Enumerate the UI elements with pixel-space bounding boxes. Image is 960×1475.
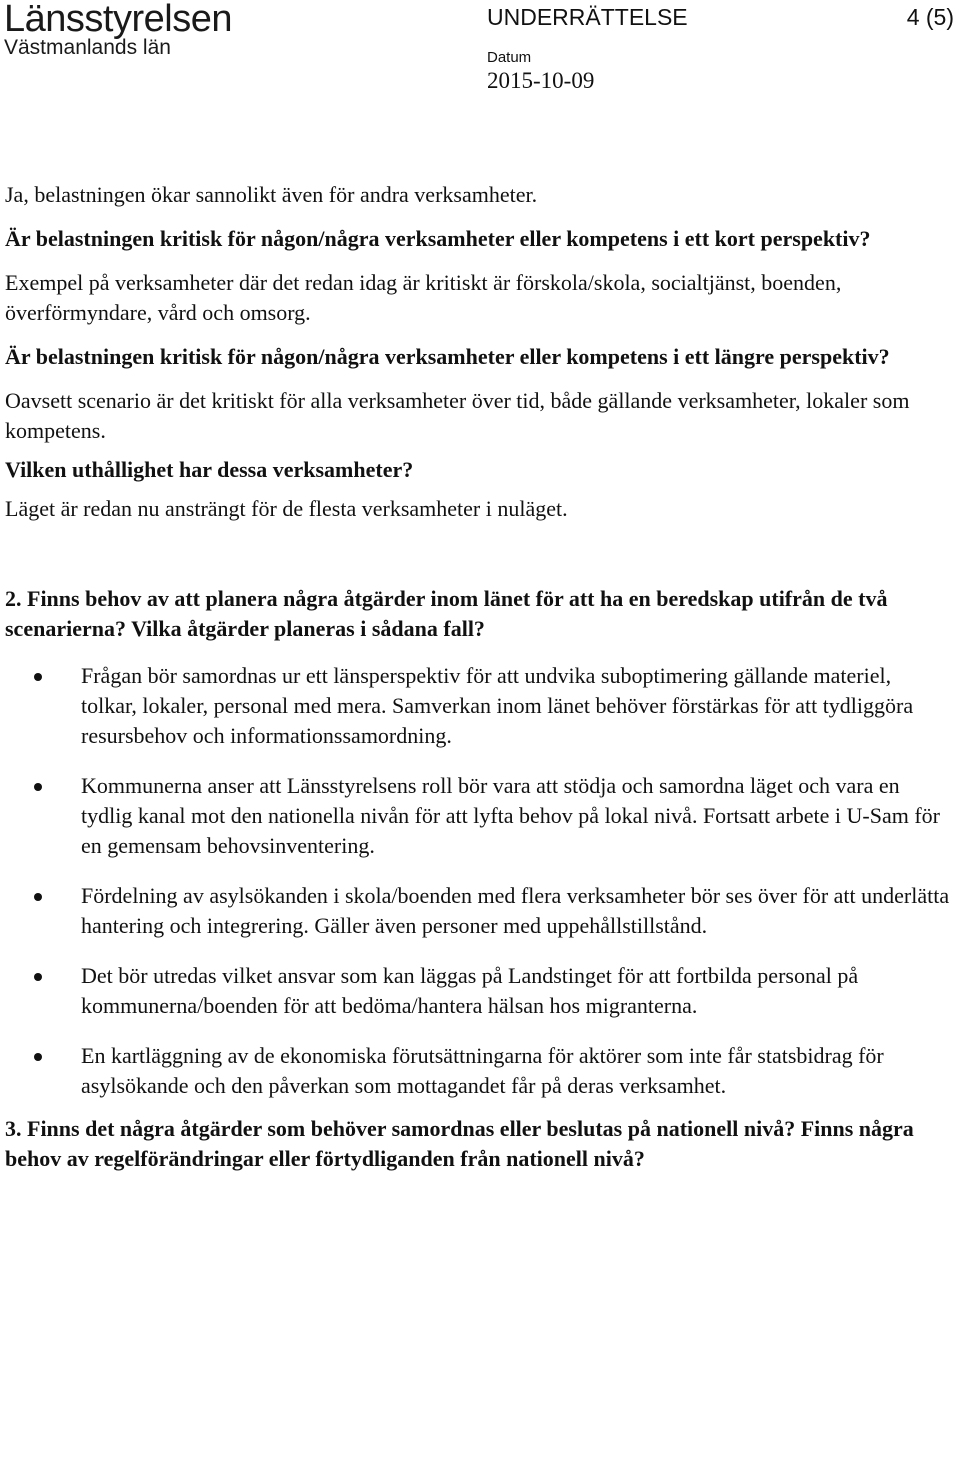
page-number: 4 (5) <box>906 4 954 30</box>
list-item-text: Frågan bör samordnas ur ett länsperspektiv för att undvika suboptimering gällande materiel, tolkar, lokaler, personal med mera. Samverkan inom länet behöver förstärkas för att tydliggöra resursbehov och informationssamordning. <box>81 663 914 748</box>
list-item <box>5 961 950 1021</box>
logo-subtitle: Västmanlands län <box>4 36 171 59</box>
document-body <box>5 180 950 1174</box>
section-2-heading: 2. Finns behov av att planera några åtgärder inom länet för att ha en beredskap utifrån de två scenarierna? Vilka åtgärder planeras i sådana fall? <box>5 586 888 641</box>
bullet-icon <box>34 1053 42 1061</box>
list-item-text: Kommunerna anser att Länsstyrelsens roll bör vara att stödja och samordna läget och vara en tydlig kanal mot den nationella nivån för att lyfta behov på lokal nivå. Fortsatt arbete i U-Sam för en gemensam behovsinventering. <box>81 773 940 858</box>
logo-title: Länsstyrelsen <box>4 0 232 40</box>
list-item-text: Det bör utredas vilket ansvar som kan läggas på Landstinget för att fortbilda personal på kommunerna/boenden för att bedöma/hantera hälsan hos migranterna. <box>81 963 859 1018</box>
list-item <box>5 1041 950 1101</box>
date-value: 2015-10-09 <box>487 68 595 93</box>
document-type: UNDERRÄTTELSE <box>487 4 688 30</box>
bullet-icon <box>34 673 42 681</box>
answer-endurance: Läget är redan nu ansträngt för de flesta verksamheter i nuläget. <box>5 496 568 521</box>
question-short-term: Är belastningen kritisk för någon/några verksamheter eller kompetens i ett kort perspektiv? <box>5 226 871 251</box>
paragraph-intro: Ja, belastningen ökar sannolikt även för andra verksamheter. <box>5 182 538 207</box>
answer-short-term: Exempel på verksamheter där det redan idag är kritiskt är förskola/skola, socialtjänst, boenden, överförmyndare, vård och omsorg. <box>5 270 842 325</box>
measures-list <box>5 661 950 1101</box>
lansstyrelsen-logo <box>4 0 232 59</box>
answer-long-term: Oavsett scenario är det kritiskt för alla verksamheter över tid, både gällande verksamheter, lokaler som kompetens. <box>5 388 910 443</box>
question-long-term: Är belastningen kritisk för någon/några verksamheter eller kompetens i ett längre perspektiv? <box>5 344 890 369</box>
list-item <box>5 661 950 751</box>
bullet-icon <box>34 783 42 791</box>
bullet-icon <box>34 973 42 981</box>
bullet-icon <box>34 893 42 901</box>
list-item <box>5 881 950 941</box>
list-item-text: En kartläggning av de ekonomiska förutsättningarna för aktörer som inte får statsbidrag för asylsökande och den påverkan som mottagandet får på deras verksamhet. <box>81 1043 884 1098</box>
section-3-heading: 3. Finns det några åtgärder som behöver samordnas eller beslutas på nationell nivå? Finns några behov av regelförändringar eller förtydliganden från nationell nivå? <box>5 1116 914 1171</box>
date-label: Datum <box>487 49 532 66</box>
question-endurance: Vilken uthållighet har dessa verksamheter? <box>5 457 414 482</box>
list-item-text: Fördelning av asylsökanden i skola/boenden med flera verksamheter bör ses över för att underlätta hantering och integrering. Gäller även personer med uppehållstillstånd. <box>81 883 950 938</box>
list-item <box>5 771 950 861</box>
